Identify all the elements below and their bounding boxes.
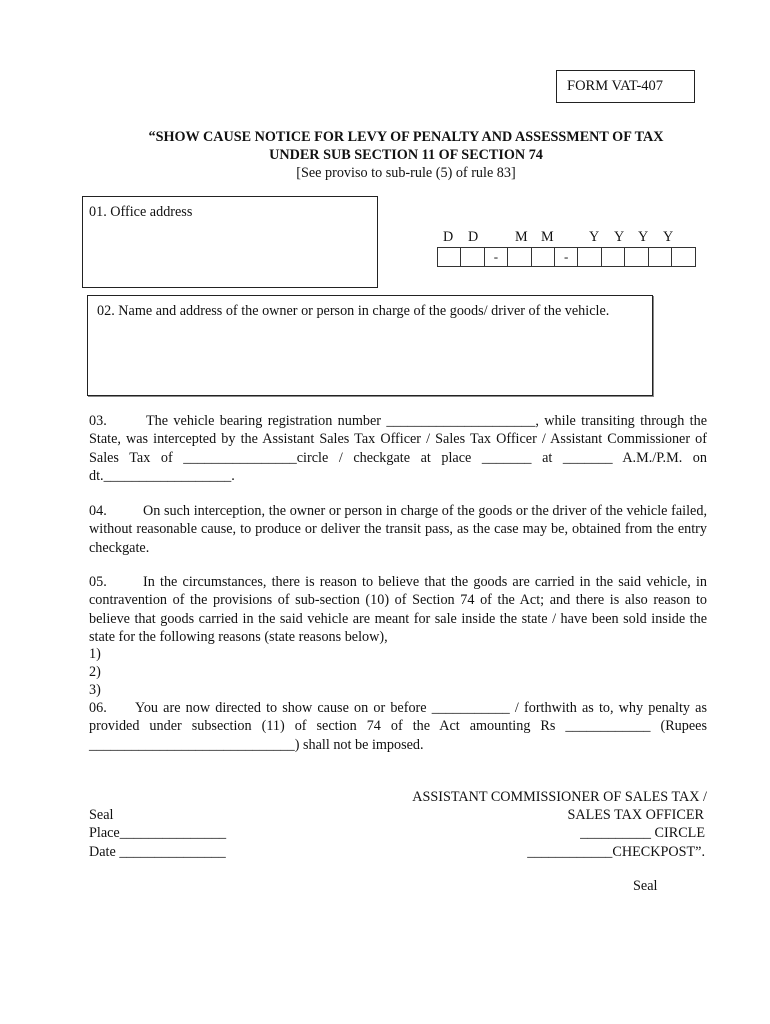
signature-line-3: __________ CIRCLE <box>580 825 705 841</box>
paragraph-03 <box>89 412 707 485</box>
paragraph-number: 06. <box>89 700 107 716</box>
paragraph-06 <box>89 699 707 754</box>
paragraph-number: 05. <box>89 574 107 590</box>
signature-line-1: ASSISTANT COMMISSIONER OF SALES TAX / <box>412 789 707 805</box>
reason-1: 1) <box>89 646 101 662</box>
form-id: FORM VAT-407 <box>567 78 664 94</box>
date-label-y1: Y <box>589 229 600 245</box>
date-label-m2: M <box>541 229 554 245</box>
signature-line-4: ____________CHECKPOST”. <box>527 844 705 860</box>
paragraph-text: In the circumstances, there is reason to believe that the goods are carried in the said vehicle, in contravention of the provisions of sub-section (10) of Section 74 of the Act; and there is also reason to believe that goods carried in the said vehicle are meant for sale inside the state / have been sold inside the state for the following reasons (state reasons below), <box>89 574 707 645</box>
date-label-y3: Y <box>638 229 649 245</box>
date-separator-cell: - <box>555 248 578 266</box>
date-label-d1: D <box>443 229 454 245</box>
date-cell[interactable] <box>461 248 484 266</box>
owner-details-label: 02. Name and address of the owner or person in charge of the goods/ driver of the vehicle. <box>97 303 610 319</box>
date-cell[interactable] <box>672 248 695 266</box>
date-cell[interactable] <box>602 248 625 266</box>
date-cell[interactable] <box>532 248 555 266</box>
date-label-d2: D <box>468 229 479 245</box>
date-cell[interactable] <box>625 248 648 266</box>
date-label-y4: Y <box>663 229 674 245</box>
date-label-y2: Y <box>614 229 625 245</box>
title-line-2: UNDER SUB SECTION 11 OF SECTION 74 <box>269 147 543 163</box>
date-separator-cell: - <box>485 248 508 266</box>
paragraph-text: You are now directed to show cause on or before ___________ / forthwith as to, why penalty as provided under subsection (11) of section 74 of the Act amounting Rs ____________ (Rupees _____________________________) shall not be imposed. <box>89 700 707 753</box>
seal-label: Seal <box>89 807 114 823</box>
date-cell[interactable] <box>578 248 601 266</box>
reason-2: 2) <box>89 664 101 680</box>
date-cell[interactable] <box>649 248 672 266</box>
form-id-box <box>556 70 695 103</box>
date-input-grid[interactable] <box>437 247 696 267</box>
title-line-1: “SHOW CAUSE NOTICE FOR LEVY OF PENALTY AND ASSESSMENT OF TAX <box>148 129 664 145</box>
paragraph-04 <box>89 502 707 557</box>
subtitle: [See proviso to sub-rule (5) of rule 83] <box>296 165 516 181</box>
owner-details-box[interactable] <box>87 295 653 396</box>
paragraph-number: 04. <box>89 503 107 519</box>
date-cell[interactable] <box>438 248 461 266</box>
paragraph-05 <box>89 573 707 646</box>
bottom-seal-label: Seal <box>633 878 658 894</box>
date-labels <box>0 229 770 247</box>
date-field[interactable]: Date _______________ <box>89 844 226 860</box>
paragraph-text: The vehicle bearing registration number _____________________, while transiting through the State, was intercepted by the Assistant Sales Tax Officer / Sales Tax Officer / Assistant Commissioner of Sales Tax of ________________circle / checkgate at place _______ at _______ A.M./P.M. on dt.__________________. <box>89 413 707 484</box>
reason-3: 3) <box>89 682 101 698</box>
date-cell[interactable] <box>508 248 531 266</box>
paragraph-text: On such interception, the owner or person in charge of the goods or the driver of the vehicle failed, without reasonable cause, to produce or deliver the transit pass, as the case may be, obtained from the entry checkgate. <box>89 503 707 556</box>
paragraph-number: 03. <box>89 413 107 429</box>
signature-line-2: SALES TAX OFFICER <box>567 807 704 823</box>
date-label-m1: M <box>515 229 528 245</box>
place-field[interactable]: Place_______________ <box>89 825 227 841</box>
office-address-label: 01. Office address <box>89 204 193 220</box>
